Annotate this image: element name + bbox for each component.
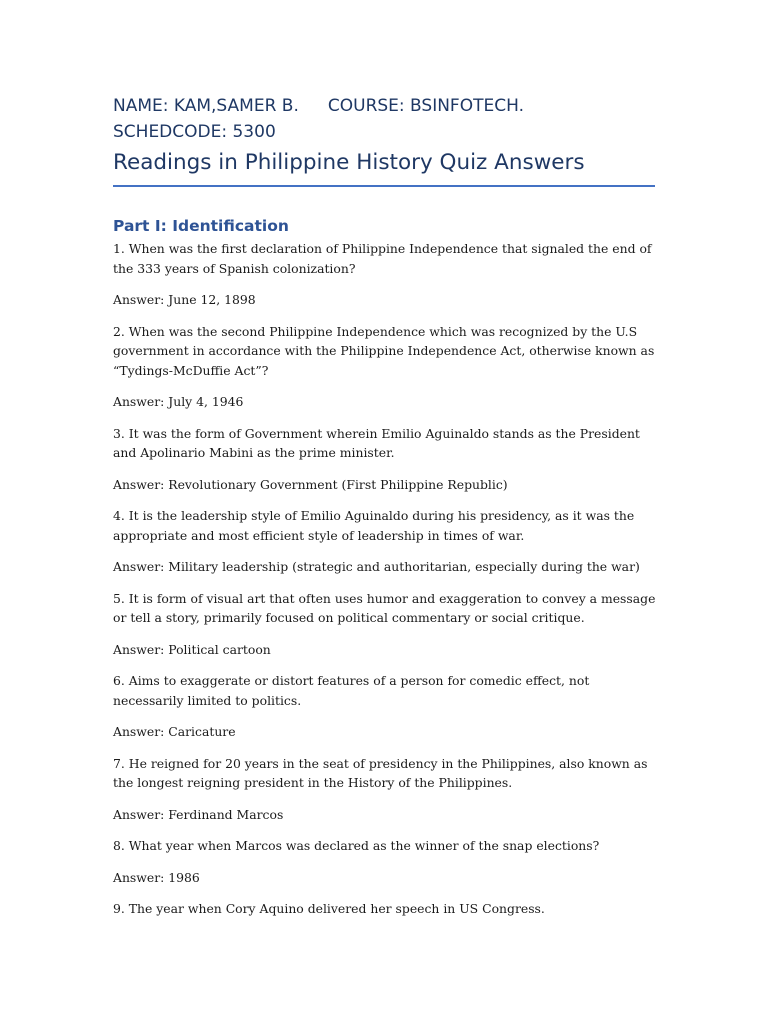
title-underline xyxy=(113,185,655,187)
page-title: Readings in Philippine History Quiz Answers xyxy=(113,150,585,175)
question-text: 5. It is form of visual art that often uses humor and exaggeration to convey a message or tell a story, primarily focused on political commentary or social critique. xyxy=(113,590,656,625)
student-name: NAME: KAM,SAMER B. xyxy=(113,96,299,116)
answer-text: Answer: June 12, 1898 xyxy=(113,292,256,307)
answer-text: Answer: Revolutionary Government (First Philippine Republic) xyxy=(113,476,508,492)
schedcode: SCHEDCODE: 5300 xyxy=(113,122,276,142)
question-list xyxy=(113,239,658,919)
question-text: 2. When was the second Philippine Independence which was recognized by the U.S government in accordance with the Philippine Independence Act, otherwise known as “Tydings-McDuffie Act”? xyxy=(113,323,655,378)
question-text: 1. When was the first declaration of Philippine Independence that signaled the end of the 333 years of Spanish colonization? xyxy=(113,241,652,276)
answer-text: Answer: Caricature xyxy=(113,724,236,739)
question-text: 6. Aims to exaggerate or distort features of a person for comedic effect, not necessarily limited to politics. xyxy=(113,673,590,708)
question-text: 9. The year when Cory Aquino delivered her speech in US Congress. xyxy=(113,901,545,916)
question-text: 4. It is the leadership style of Emilio Aguinaldo during his presidency, as it was the appropriate and most efficient style of leadership in times of war. xyxy=(113,508,635,543)
part-heading: Part I: Identification xyxy=(113,217,289,235)
document-body xyxy=(113,94,658,919)
answer-text: Answer: Political cartoon xyxy=(113,641,271,657)
answer-text: Answer: 1986 xyxy=(113,869,200,885)
student-course: COURSE: BSINFOTECH. xyxy=(327,96,524,116)
question-text: 3. It was the form of Government wherein Emilio Aguinaldo stands as the President and Apolinario Mabini as the prime minister. xyxy=(113,425,640,460)
student-info-line xyxy=(113,94,658,120)
answer-text: Answer: July 4, 1946 xyxy=(113,394,244,409)
question-text: 7. He reigned for 20 years in the seat of presidency in the Philippines, also known as the longest reigning president in the History of the Philippines. xyxy=(113,755,648,790)
schedcode-line xyxy=(113,120,658,146)
answer-text: Answer: Military leadership (strategic and authoritarian, especially during the war) xyxy=(113,559,640,574)
answer-text: Answer: Ferdinand Marcos xyxy=(113,806,284,822)
question-text: 8. What year when Marcos was declared as the winner of the snap elections? xyxy=(113,838,600,853)
